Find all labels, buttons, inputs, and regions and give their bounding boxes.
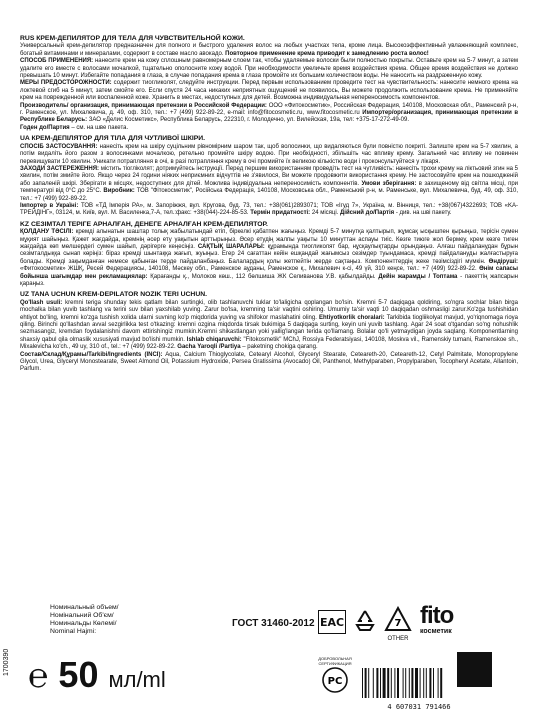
volume-unit: мл/ml xyxy=(108,667,166,692)
ru-caution: содержит тиогликолят, следуйте инструкции. Перед первым использованием проведите тест на чувствительность: нанесите немного крема на локтевой сгиб на 5 минут, затем смойте его. Если спустя 24 часа никаких неприятных ощущений не появилось, Вы можете продолжить использование крема. Не применяйте крем на поврежденной или воспаленной коже. Хранить в местах, недоступных для детей. Возможна индивидуальная непереносимость компонентов. xyxy=(20,80,518,102)
barcode-bar xyxy=(383,668,386,698)
ru-title: RUS КРЕМ-ДЕПИЛЯТОР ДЛЯ ТЕЛА ДЛЯ ЧУВСТВИТЕЛЬНОЙ КОЖИ. xyxy=(20,35,245,42)
barcode-bar xyxy=(429,668,431,698)
product-code: 1700390 xyxy=(3,648,10,676)
kz-expiry: - пакеттің жапсарын қараңыз. xyxy=(20,273,518,287)
net-volume xyxy=(28,654,166,696)
ua-expiry: - див. на шві пакету. xyxy=(395,210,452,217)
bottom-panel xyxy=(3,602,518,711)
gost-standard: ГОСТ 31460-2012 xyxy=(232,618,315,629)
ru-importer: ЗАО «Делис Косметикс», Республика Беларусь, 222310, г. Молодечно, ул. Вилейская, 19а, тел: +375-17-272-49-09. xyxy=(88,117,410,124)
ua-method: нанесіть крем на шкіру суцільним рівномірним шаром так, щоб волосинки, що видаляються були повністю покриті. Залиште крем на 5-7 хвилин, а потім видаліть його разом з волосинками мочалкою, ретельно промийте шкіру водою. При необхідності, збільшіть час впливу крему. Загальний час впливу не повинен перевищувати 10 хвилин. Уникати потрапляння в очі, в разі потрапляння крему в очі промийте їх великою кількістю води і проконсультуйтеся у лікаря. xyxy=(20,143,518,165)
uz-method: kremni teriga shunday tekis qatlam bilan surtingki, olib tashlanuvchi tuklar to'laligicha qoplangan bo'lsin. Kremni 5-7 daqiqaga qoldiring, so'ngra sochlar bilan birga mochalka bilan yuvib tashlang va terini suv bilan yaxshilab yuving. Zarur bo'lsa, kremning ta'sir vaqtini oshiring. Umumiy ta'sir vaqti 10 daqiqadan oshmasligi zarur.Ko'zga tushishidan ehtiyot bo'ling, kremni ko'zga tushish xolida ularni suvning ko'p miqdorida yuving va shifokor maslahatini oling. xyxy=(20,299,518,321)
barcode-bar xyxy=(433,668,434,698)
other-recycle-triangle-icon xyxy=(384,606,412,640)
ru-method-label: СПОСОБ ПРИМЕНЕНИЯ: xyxy=(20,58,94,65)
fito-logo xyxy=(420,604,490,640)
barcode-bar xyxy=(420,668,421,698)
ru-importer-label: Импортер/организация, принимающая претензии в Республике Беларусь: xyxy=(20,110,519,124)
print-mark xyxy=(457,652,492,687)
uz-caution-label: Ehtiyotkorlik choralari: xyxy=(318,314,385,321)
uz-caution: Tarkibida tiogliikolyat mavjud, yo'riqnomaga rioya qiling. Birinchi qo'llashdan avval sezgirlikka test o'tkazing: kremni ozgina miqdorda tirsak bukimiga 5 daqiqaga surting, keyin uni yuvib tashlang. Agar 24 soat o'tgandan so'ng nohushlik sezmasangiz, kremdan foydalanishni davom ettirishingiz mumkin.Kremni shikastlangan yoki yallig'langan terida qo'llamang. Bolalar qo'li yetmaydigan joyda saqlang. Komponentlarning shaxsiy qabul qila olmaslik xususiyati mavjud bo'lishi mumkin. xyxy=(20,314,518,343)
barcode-digits: 4 607031 791466 xyxy=(387,703,451,711)
ua-maker-label: Виробник: xyxy=(103,188,135,195)
barcode-bar xyxy=(403,668,404,698)
ru-expiry: – см. на шве пакета. xyxy=(71,124,129,131)
ua-caution: містить тіогліколят; дотримуйтесь інструкції. Перед першим використанням проведіть тест на чутливість: нанесіть трохи крему на ліктьовий згин на 5 хвилин, потім змийте його. Якщо через 24 години ніяких неприємних відчуттів не з'явилося, Ви можете продовжити використання крему. Не застосовуйте крем на пошкодженій або запаленій шкірі. Зберігати в місцях, недоступних для дітей. Можлива індивідуальна непереносимість компонентів. xyxy=(20,165,518,187)
ru-section xyxy=(20,35,518,132)
ru-method: нанесите крем на кожу сплошным равномерным слоем так, чтобы удаляемые волоски были полностью покрыты. Оставьте крем на 5-7 минут, а затем удалите его вместе с волосами мочалкой, тщательно ополосните кожу водой. При необходимости увеличьте время воздействия крема. Общее время воздействия не должно превышать 10 минут. Избегайте попадания в глаза, в случае попадания крема в глаза промойте их большим количеством воды. Не наносить на раздраженную кожу. xyxy=(20,58,519,80)
kz-method: кремді алынатын шаштар толық жабылатындай етіп, біркелкі қабатпен жағыңыз. Кремді 5-7 минутқа қалтырып, жұмсақ ысқышпен қырыңыз, терісін сумен мұқият шайыңыз. Қажет жағдайда, кремнің әсер ету уақытын арттырыңыз. Әсер етудің жалпы уақыты 10 минуттан аспауы тиіс. Көзге тиюге жол бермеу, крем көзге тиген жағдайда көп мөлшердегі сумен шайып, дәрігерге кеңесіңіз. xyxy=(20,229,518,250)
kz-claims-label: Өнім сапасы бойынша шағымдар мен рекламациялар: xyxy=(20,266,518,280)
barcode-bar xyxy=(415,668,418,698)
barcode-bar xyxy=(394,668,395,698)
kz-maker-label: Өндіруші: xyxy=(488,258,519,265)
svg-text:7: 7 xyxy=(394,618,402,629)
kz-maker: «Фитокосметик» ЖШҚ, Ресей Федерациясы, 140108, Мәскеу обл., Раменское ауданы, Раменское қ., Михалевич к-сі, 49 үй, 310 кеңсе, тел.: +7 (499) 922-89-22. xyxy=(20,266,477,273)
eac-mark-icon: EAC xyxy=(318,610,346,634)
ua-importer-label: Імпортер в Україні: xyxy=(20,202,79,209)
ru-maker: ООО «Фитокосметик», Российская Федерация, 140108, Московская обл., Раменский р-н, г. Раменское, ул. Михалевича, д. 49, оф. 310, тел.: +7 (499) 922-89-22, e-mail: info@fitocosmetic.ru, www.fitocosmetic.ru xyxy=(20,102,518,117)
ru-caution-label: МЕРЫ ПРЕДОСТОРОЖНОСТИ: xyxy=(20,80,112,87)
barcode-bar xyxy=(409,668,410,698)
barcode-bar xyxy=(391,668,392,698)
recycle-icon xyxy=(352,608,378,634)
kz-method-label: ҚОЛДАНУ ТӘСІЛІ: xyxy=(20,229,74,236)
barcode-bar xyxy=(405,668,406,698)
ingredients-label: Состав/Склад/Құрамы/Tarkibi/Ingredients (INCI): xyxy=(20,351,163,358)
ua-title: UA КРЕМ-ДЕПІЛЯТОР ДЛЯ ТІЛА ДЛЯ ЧУТЛИВОЇ ШКІРИ. xyxy=(20,135,206,143)
ua-storage-label: Умови зберігання: xyxy=(361,180,417,187)
barcode-bar xyxy=(380,668,381,698)
uz-expiry-label: Gacha Yaroqli /Partiya xyxy=(177,344,241,351)
barcode-bar xyxy=(426,668,427,698)
volume-value: 50 xyxy=(58,654,99,695)
barcode-bar xyxy=(397,668,399,698)
ru-expiry-label: Годен до/Партия xyxy=(20,124,70,131)
cert-text: ДОБРОВОЛЬНАЯ СЕРТИФИКАЦИЯ xyxy=(318,656,352,666)
instructions-text xyxy=(20,35,518,374)
barcode-bar xyxy=(368,668,369,698)
ua-method-label: СПОСІБ ЗАСТОСУВАННЯ: xyxy=(20,143,98,150)
barcode-bar xyxy=(373,668,374,698)
ua-storage: в захищеному від світла місці, при температурі від 0°С до 25°С. xyxy=(20,180,519,195)
kz-caution-label: САҚТЫҚ ШАРАЛАРЫ: xyxy=(197,243,265,250)
barcode-bar xyxy=(365,668,367,698)
ua-importer: ТОВ «ТД Імперія РА», м. Запоріжжя, вул. Кругова, буд. 73, тел.: +38(061)2893071; ТОВ «Ігуд 7», Україна, м. Вінниця, тел.: +38(067)4322693; ТОВ «KA-ТРЕЙДІНГ», 03124, м. Київ, вул. М. Василенка,7-А, тел.:факс: +38(044)-224-85-53. xyxy=(20,202,519,217)
uz-title: UZ TANA UCHUN KREM-DEPILATOR NOZIK TERI UCHUN. xyxy=(20,291,208,299)
fito-sub: косметик xyxy=(420,628,452,635)
ru-intro: Универсальный крем-депилятор предназначен для полного и быстрого удаления волос на любых участках тела, кроме лица. Высокоэффективный увлажняющий комплекс, богатый витаминами и минералами, содержит в составе масло авокадо. xyxy=(20,43,518,57)
barcode-bar xyxy=(423,668,424,698)
volume-label-kz: Номинальды Көлемі/ xyxy=(50,620,117,627)
ua-netto: 24 місяці. xyxy=(311,210,339,217)
ru-intro-bold: Повторное применение крема приводит к замедлению роста волос! xyxy=(225,50,429,57)
kz-section xyxy=(20,221,518,289)
kz-title: KZ СЕЗІМТАЛ ТЕРІГЕ АРНАЛҒАН, ДЕНЕГЕ АРНАЛҒАН КРЕМ-ДЕПИЛЯТОР. xyxy=(20,220,268,228)
uz-maker: "Fitokosmetik" MChJ, Rossiya Federatsiyasi, 140108, Moskva vil., Ramenskiy tumani, Ramenskoe sh., Mixalevicha ko'ch., 49 uy, 310 of., tel.: +7 (499) 922-89-22. xyxy=(20,336,518,351)
ua-maker: ТОВ "Фітокосметик", Російська Федерація, 140108, Московська обл., Раменський р-н, м. Раменське, вул. Михалевича, буд. 49, оф. 310, тел.: +7 (499) 922-89-22. xyxy=(20,188,518,202)
barcode-bar xyxy=(362,668,363,698)
svg-text:PC: PC xyxy=(327,676,343,687)
estimated-sign-icon: ℮ xyxy=(28,657,49,695)
uz-section xyxy=(20,291,518,373)
kz-claims: Қарағанды қ., Молоков көш., 112 бөлшиша ЖК Селиванова У.В. қабылдайды. xyxy=(150,273,376,280)
ru-maker-label: Производитель/ организация, принимающая претензии в Российской Федерации: xyxy=(20,102,267,109)
other-label: OTHER xyxy=(387,636,409,642)
ua-expiry-label: Дійсний до/Партія xyxy=(340,210,395,217)
barcode-bar xyxy=(440,668,442,698)
ingredients-text: Aqua, Calcium Thioglycolate, Cetearyl Alcohol, Glyceryl Stearate, Ceteareth-20, Ceteareth-12, Cetyl Palmitate, Monopropylene Glycol, Urea, Glyceryl Monostearate, Sweet Almond Oil, Potassium Hydroxide, Persea Gratissima (Avocado) Oil, Panthenol, Methylparaben, Propylparaben, Tocopheryl Acetate, Allantoin, Parfum. xyxy=(20,351,519,373)
uz-maker-label: Ishlab chiqaruvchi: xyxy=(186,336,242,343)
uz-method-label: Qo'llash usuli: xyxy=(20,299,63,306)
barcode-bar xyxy=(411,668,413,698)
kz-expiry-label: Дейін жарамды / Топтама xyxy=(378,273,458,280)
volume-label-ru: Номинальный объем/ xyxy=(50,604,119,611)
kz-caution: құрамында тиогликолят бар, нұсқаулықтарды орындаңыз. Алғаш пайдаланудан бұрын сезімталдыққа сынап көріңіз: біраз кремді шынтаққа жағып, жуыңыз. Егер 24 сағаттан кейін ешқандай жағымсыз сезімдер туындамаса, кремді пайдалануды жалғастыруға болады. Кремді зақымданған немесе қабынған терде пайдаланбаңыз. Балалардың қолы жетпейтін жерде сақтаңыз. Компоненттердің жеке төзімсіздігі мүмкін. xyxy=(20,243,518,265)
certification-seal-icon xyxy=(316,656,354,696)
ua-caution-label: ЗАХОДИ ЗАСТЕРЕЖЕННЯ: xyxy=(20,165,100,172)
uz-expiry: – paketning chokiga qarang. xyxy=(242,344,318,351)
volume-label-ua: Номінальний Об'єм/ xyxy=(50,612,114,619)
barcode-bar xyxy=(438,668,439,698)
fito-brand: fito xyxy=(420,602,454,629)
ua-section xyxy=(20,135,518,217)
barcode-bar xyxy=(376,668,378,698)
ua-netto-label: Термін придатності: xyxy=(250,210,311,217)
nominal-volume-labels xyxy=(50,604,119,636)
volume-label-uz: Nominal Hajmi: xyxy=(50,628,97,635)
barcode-bar xyxy=(387,668,389,698)
